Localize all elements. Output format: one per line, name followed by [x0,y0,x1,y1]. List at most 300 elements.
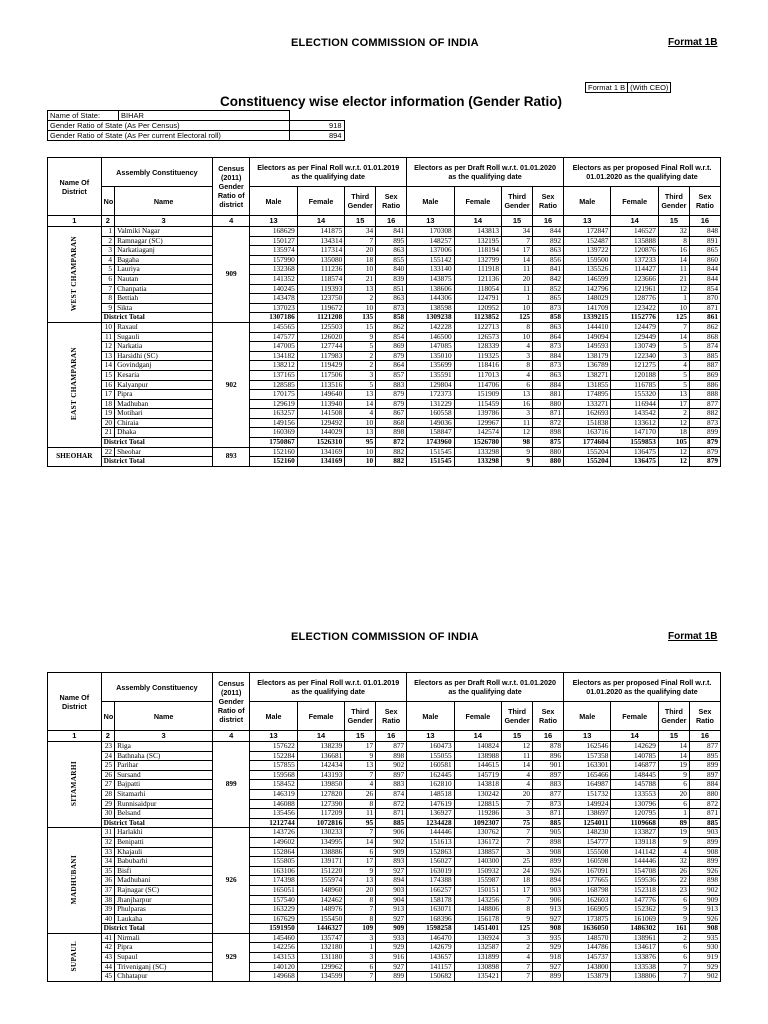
cell-value: 14 [502,255,533,265]
total-value: 133298 [454,457,501,467]
ac-name: Harlakhi [115,828,213,838]
table-row [48,255,721,265]
table-row [48,399,721,409]
cell-value: 903 [533,885,564,895]
cell-value: 129967 [454,418,501,428]
column-index: 13 [250,731,297,742]
header-district: Name Of District [48,673,102,731]
cell-value: 142228 [407,322,454,332]
ac-name: Khajauli [115,847,213,857]
table-row [48,351,721,361]
header-male: Male [407,702,454,731]
cell-value: 903 [376,885,407,895]
cell-value: 135699 [407,361,454,371]
cell-value: 879 [689,447,720,457]
cell-value: 919 [689,953,720,963]
cell-value: 7 [345,236,376,246]
district-name [48,447,102,466]
column-index: 14 [611,216,658,227]
table-row [48,380,721,390]
cell-value: 151909 [454,390,501,400]
ac-number: 23 [101,742,114,752]
cell-value: 884 [689,780,720,790]
cell-value: 10 [502,332,533,342]
cell-value: 145719 [454,770,501,780]
cell-value: 8 [345,895,376,905]
cell-value: 898 [376,428,407,438]
cell-value: 2 [658,409,689,419]
cell-value: 13 [345,428,376,438]
district-total-row [48,313,721,323]
cell-value: 898 [376,751,407,761]
table-row [48,370,721,380]
cell-value: 131899 [454,953,501,963]
cell-value: 34 [345,227,376,237]
table-row [48,274,721,284]
cell-value: 860 [689,255,720,265]
cell-value: 138806 [611,972,658,982]
cell-value: 17 [658,399,689,409]
table-row [48,751,721,761]
total-value: 885 [689,818,720,828]
ac-number: 33 [101,847,114,857]
table-row [48,742,721,752]
district-name-text: SUPAUL [69,940,79,972]
cell-value: 933 [376,933,407,943]
cell-value: 152160 [250,447,297,457]
header-proposed-final-roll-2020: Electors as per proposed Final Roll w.r.t. 01.01.2020 as the qualifying date [563,673,720,702]
cell-value: 20 [345,246,376,256]
ac-name: Ramnagar (SC) [115,236,213,246]
total-value: 125 [502,313,533,323]
total-value: 134169 [297,457,344,467]
cell-value: 117209 [297,809,344,819]
cell-value: 128585 [250,380,297,390]
cell-value: 136681 [297,751,344,761]
total-value: 872 [376,438,407,448]
cell-value: 902 [376,761,407,771]
cell-value: 160473 [407,742,454,752]
cell-value: 138886 [297,847,344,857]
total-value: 1152776 [611,313,658,323]
total-value: 152160 [250,457,297,467]
cell-value: 147005 [250,342,297,352]
cell-value: 927 [376,962,407,972]
cell-value: 163257 [250,409,297,419]
cell-value: 894 [533,876,564,886]
cell-value: 116785 [611,380,658,390]
cell-value: 930 [689,943,720,953]
ac-name: Babubarhi [115,857,213,867]
cell-value: 126020 [297,332,344,342]
cell-value: 11 [502,284,533,294]
cell-value: 929 [689,962,720,972]
table-row [48,770,721,780]
cell-value: 111918 [454,265,501,275]
cell-value: 16 [502,399,533,409]
table-row [48,332,721,342]
header-sex-ratio: Sex Ratio [533,187,564,216]
column-index: 16 [376,731,407,742]
cell-value: 136475 [611,447,658,457]
cell-value: 893 [376,857,407,867]
cell-value: 877 [533,789,564,799]
cell-value: 146500 [407,332,454,342]
column-index: 13 [407,216,454,227]
cell-value: 10 [658,303,689,313]
cell-value: 147619 [407,799,454,809]
cell-value: 902 [689,972,720,982]
cell-value: 13 [345,284,376,294]
cell-value: 160558 [407,409,454,419]
total-value: 1636050 [563,924,610,934]
ac-name: Lauriya [115,265,213,275]
cell-value: 147170 [611,428,658,438]
cell-value: 20 [345,885,376,895]
census-gender-ratio: 902 [213,322,250,447]
cell-value: 148518 [407,789,454,799]
cell-value: 13 [345,876,376,886]
cell-value: 904 [376,895,407,905]
ac-name: Bagaha [115,255,213,265]
ac-name: Runnisaidpur [115,799,213,809]
cell-value: 120952 [454,303,501,313]
column-index: 4 [213,216,250,227]
column-index: 2 [101,731,114,742]
cell-value: 118574 [297,274,344,284]
cell-value: 162693 [563,409,610,419]
cell-value: 148029 [563,294,610,304]
cell-value: 120795 [611,809,658,819]
total-value: 1750867 [250,438,297,448]
cell-value: 935 [689,933,720,943]
census-ratio-value: 918 [290,121,345,131]
cell-value: 140245 [250,284,297,294]
cell-value: 138271 [563,370,610,380]
ac-name: Dhaka [115,428,213,438]
cell-value: 170175 [250,390,297,400]
cell-value: 3 [345,370,376,380]
table-row [48,962,721,972]
cell-value: 11 [658,265,689,275]
header-female: Female [297,702,344,731]
cell-value: 3 [345,933,376,943]
cell-value: 899 [689,761,720,771]
cell-value: 4 [502,370,533,380]
cell-value: 149924 [563,799,610,809]
cell-value: 132799 [454,255,501,265]
table-row [48,361,721,371]
cell-value: 14 [658,332,689,342]
cell-value: 7 [502,236,533,246]
cell-value: 5 [658,370,689,380]
district-name [48,227,102,323]
cell-value: 132180 [297,943,344,953]
cell-value: 5 [345,342,376,352]
header-draft-roll-2020: Electors as per Draft Roll w.r.t. 01.01.2020 as the qualifying date [407,158,564,187]
cell-value: 144446 [407,828,454,838]
total-value: 885 [376,818,407,828]
cell-value: 140824 [454,742,501,752]
cell-value: 130762 [454,828,501,838]
column-index: 16 [689,731,720,742]
total-value: 135 [345,313,376,323]
cell-value: 871 [533,809,564,819]
census-gender-ratio: 926 [213,828,250,934]
ac-number: 1 [101,227,114,237]
table-row [48,284,721,294]
cell-value: 159500 [563,255,610,265]
ac-number: 20 [101,418,114,428]
cell-value: 129962 [297,962,344,972]
ac-number: 16 [101,380,114,390]
cell-value: 879 [376,399,407,409]
cell-value: 172373 [407,390,454,400]
header-assembly-constituency: Assembly Constituency [101,158,212,187]
cell-value: 174895 [563,390,610,400]
cell-value: 174388 [407,876,454,886]
cell-value: 8 [345,799,376,809]
cell-value: 884 [533,380,564,390]
cell-value: 134314 [297,236,344,246]
cell-value: 148570 [563,933,610,943]
cell-value: 2 [345,294,376,304]
cell-value: 897 [533,770,564,780]
cell-value: 927 [533,914,564,924]
cell-value: 916 [376,953,407,963]
total-value: 125 [658,313,689,323]
cell-value: 121275 [611,361,658,371]
ac-name: Kesaria [115,370,213,380]
cell-value: 7 [345,905,376,915]
column-index: 13 [563,216,610,227]
cell-value: 154777 [563,837,610,847]
page1-format-label: Format 1B [668,37,718,48]
cell-value: 906 [376,828,407,838]
cell-value: 132368 [250,265,297,275]
cell-value: 864 [533,332,564,342]
cell-value: 898 [533,837,564,847]
total-value: 1092307 [454,818,501,828]
format-box-ceo: (With CEO) [628,83,671,93]
cell-value: 140120 [250,962,297,972]
ac-name: Supaul [115,953,213,963]
column-index: 15 [345,216,376,227]
cell-value: 4 [502,770,533,780]
table-row [48,847,721,857]
cell-value: 138697 [563,809,610,819]
cell-value: 871 [533,409,564,419]
cell-value: 150932 [454,866,501,876]
ac-number: 17 [101,390,114,400]
roll-ratio-label: Gender Ratio of State (As Per current Electoral roll) [48,131,290,141]
column-index: 16 [533,731,564,742]
table-row [48,447,721,457]
ac-number: 19 [101,409,114,419]
district-name [48,322,102,447]
total-value: 161 [658,924,689,934]
cell-value: 151220 [297,866,344,876]
cell-value: 133140 [407,265,454,275]
ac-number: 15 [101,370,114,380]
total-value: 10 [345,457,376,467]
cell-value: 913 [689,905,720,915]
cell-value: 137006 [407,246,454,256]
header-draft-roll-2020: Electors as per Draft Roll w.r.t. 01.01.2020 as the qualifying date [407,673,564,702]
state-value: BIHAR [119,111,290,121]
column-index: 14 [611,731,658,742]
cell-value: 154708 [611,866,658,876]
cell-value: 167629 [250,914,297,924]
cell-value: 11 [502,418,533,428]
cell-value: 156027 [407,857,454,867]
cell-value: 848 [689,227,720,237]
table-row [48,342,721,352]
cell-value: 141709 [563,303,610,313]
ac-number: 10 [101,322,114,332]
table-row [48,322,721,332]
cell-value: 145737 [563,953,610,963]
cell-value: 3 [502,933,533,943]
total-value: 879 [689,438,720,448]
ac-name: Sikta [115,303,213,313]
total-value: 1309238 [407,313,454,323]
ac-name: Riga [115,742,213,752]
total-value: 1774604 [563,438,610,448]
total-value: 1307186 [250,313,297,323]
page1-title: ELECTION COMMISSION OF INDIA [291,37,479,49]
format-box [585,82,671,93]
cell-value: 136927 [407,809,454,819]
cell-value: 144306 [407,294,454,304]
cell-value: 145788 [611,780,658,790]
cell-value: 163229 [250,905,297,915]
ac-number: 24 [101,751,114,761]
total-value: 879 [689,457,720,467]
cell-value: 894 [376,876,407,886]
header-third-gender: Third Gender [502,187,533,216]
cell-value: 854 [689,284,720,294]
cell-value: 7 [658,972,689,982]
cell-value: 138961 [611,933,658,943]
table-row [48,857,721,867]
ac-name: Benipatti [115,837,213,847]
header-sex-ratio: Sex Ratio [533,702,564,731]
cell-value: 9 [345,751,376,761]
cell-value: 902 [376,837,407,847]
total-value: 95 [345,818,376,828]
cell-value: 141352 [250,274,297,284]
cell-value: 162810 [407,780,454,790]
cell-value: 164987 [563,780,610,790]
ac-name: Kalyanpur [115,380,213,390]
column-index: 13 [250,216,297,227]
table-row [48,303,721,313]
cell-value: 173875 [563,914,610,924]
cell-value: 17 [345,857,376,867]
cell-value: 4 [345,409,376,419]
cell-value: 913 [376,905,407,915]
header-sex-ratio: Sex Ratio [689,187,720,216]
cell-value: 872 [533,418,564,428]
cell-value: 10 [345,418,376,428]
cell-value: 143813 [454,227,501,237]
cell-value: 897 [689,770,720,780]
cell-value: 873 [689,418,720,428]
cell-value: 26 [345,789,376,799]
ac-name: Bathnaha (SC) [115,751,213,761]
cell-value: 855 [376,255,407,265]
cell-value: 11 [502,265,533,275]
cell-value: 844 [689,274,720,284]
ac-name: Valmiki Nagar [115,227,213,237]
ac-number: 34 [101,857,114,867]
cell-value: 898 [689,876,720,886]
ac-number: 41 [101,933,114,943]
cell-value: 155204 [563,447,610,457]
cell-value: 13 [345,390,376,400]
cell-value: 118054 [454,284,501,294]
cell-value: 140300 [454,857,501,867]
cell-value: 133876 [611,953,658,963]
cell-value: 892 [533,236,564,246]
cell-value: 137165 [250,370,297,380]
cell-value: 166257 [407,885,454,895]
cell-value: 32 [658,227,689,237]
column-index: 13 [563,731,610,742]
cell-value: 14 [658,751,689,761]
cell-value: 117983 [297,351,344,361]
cell-value: 128815 [454,799,501,809]
cell-value: 113940 [297,399,344,409]
cell-value: 873 [533,342,564,352]
cell-value: 891 [689,236,720,246]
total-value: 1598258 [407,924,454,934]
cell-value: 888 [689,390,720,400]
cell-value: 1 [502,294,533,304]
format-box-code: Format 1 B [586,83,628,93]
ac-number: 45 [101,972,114,982]
cell-value: 128339 [454,342,501,352]
cell-value: 142679 [407,943,454,953]
cell-value: 147085 [407,342,454,352]
cell-value: 143153 [250,953,297,963]
cell-value: 135456 [250,809,297,819]
cell-value: 136172 [454,837,501,847]
cell-value: 148445 [611,770,658,780]
cell-value: 2 [345,361,376,371]
cell-value: 129619 [250,399,297,409]
cell-value: 7 [658,962,689,972]
cell-value: 6 [658,943,689,953]
cell-value: 170308 [407,227,454,237]
cell-value: 117013 [454,370,501,380]
cell-value: 174398 [250,876,297,886]
ac-number: 3 [101,246,114,256]
cell-value: 129492 [297,418,344,428]
cell-value: 146319 [250,789,297,799]
ac-name: Govindganj [115,361,213,371]
ac-number: 13 [101,351,114,361]
cell-value: 857 [376,370,407,380]
cell-value: 909 [376,847,407,857]
cell-value: 162445 [407,770,454,780]
header-sex-ratio: Sex Ratio [376,187,407,216]
cell-value: 3 [502,409,533,419]
cell-value: 926 [689,914,720,924]
cell-value: 143256 [454,895,501,905]
cell-value: 116944 [611,399,658,409]
